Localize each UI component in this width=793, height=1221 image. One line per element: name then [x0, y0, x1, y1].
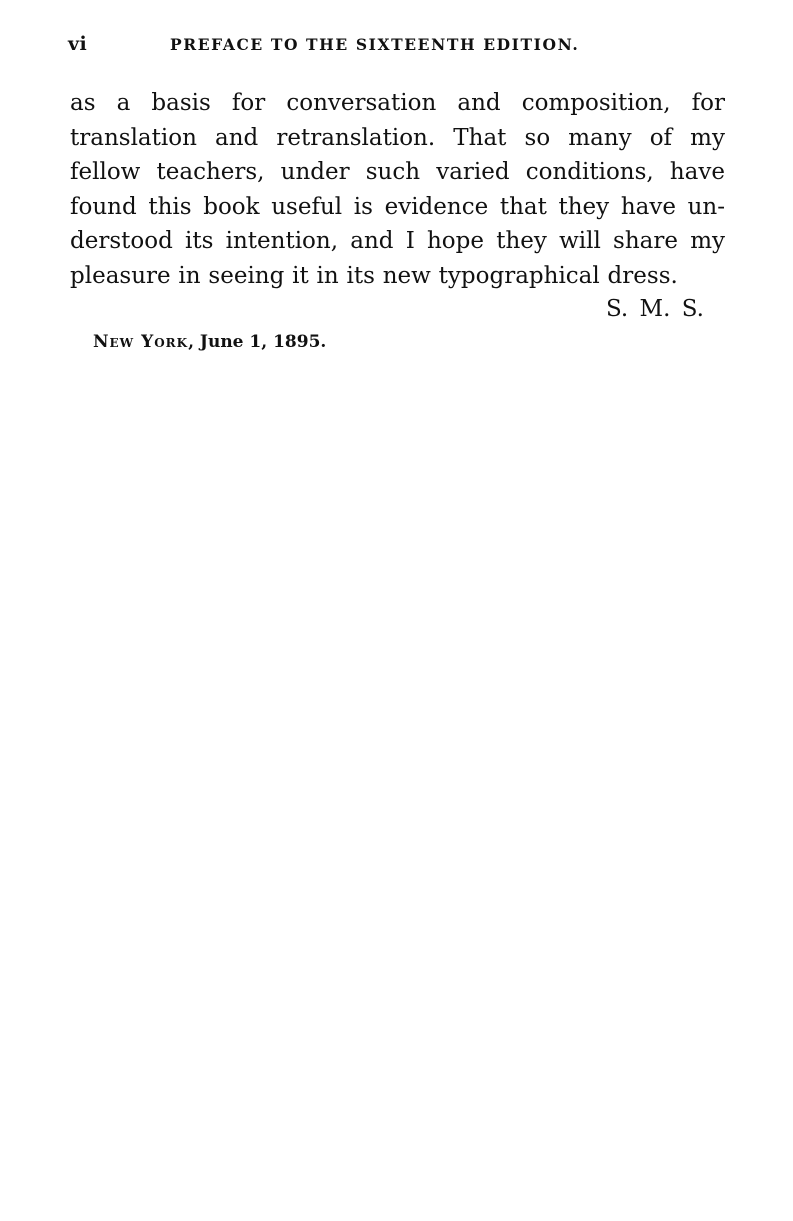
dateline-date: June 1, 1895.: [199, 332, 327, 352]
dateline-place: New York: [93, 332, 189, 352]
paragraph-line: as a basis for conversation and composition, for: [70, 90, 725, 116]
author-initials: S. M. S.: [606, 296, 704, 322]
preface-paragraph: [70, 86, 725, 294]
paragraph-line: pleasure in seeing it in its new typographical dress.: [70, 262, 678, 289]
dateline: [93, 330, 326, 354]
running-header: [68, 33, 728, 55]
paragraph-line: fellow teachers, under such varied conditions, have: [70, 159, 725, 186]
paragraph-line: derstood its intention, and I hope they will share my: [70, 228, 725, 255]
page-number: vi: [68, 33, 88, 55]
dateline-separator: ,: [188, 332, 200, 352]
paragraph-line: translation and retranslation. That so many of my: [70, 124, 725, 151]
running-title: PREFACE TO THE SIXTEENTH EDITION.: [170, 35, 580, 54]
paragraph-line: found this book useful is evidence that they have un-: [70, 193, 725, 220]
